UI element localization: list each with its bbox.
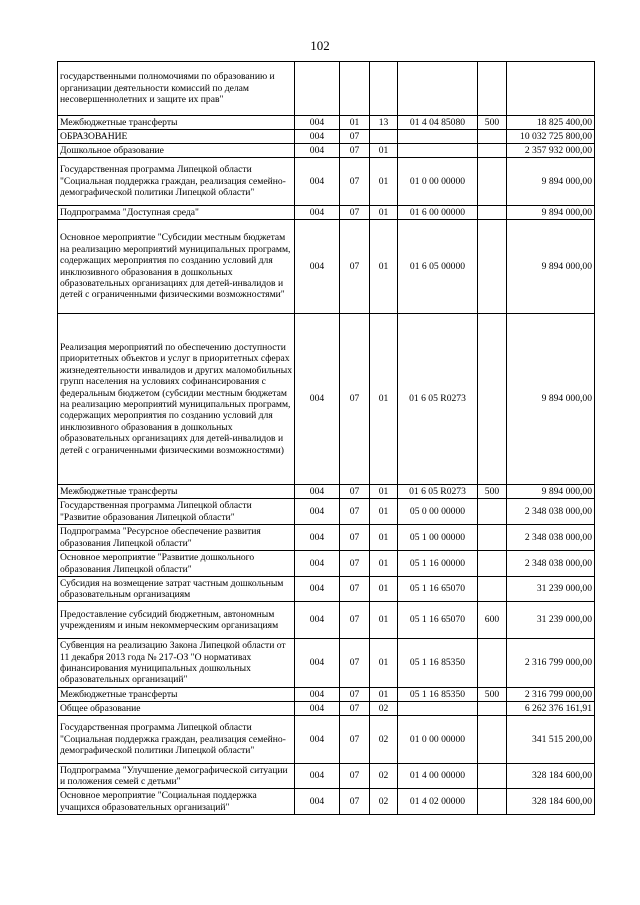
cell-section-code: 07: [340, 764, 370, 789]
cell-target-article: 05 1 16 00000: [398, 551, 478, 577]
cell-section-code: 07: [340, 789, 370, 815]
table-row: [58, 789, 595, 815]
cell-name: Межбюджетные трансферты: [58, 485, 295, 499]
cell-subsection-code: 13: [370, 116, 398, 130]
cell-ministry-code: 004: [295, 206, 340, 220]
cell-ministry-code: 004: [295, 144, 340, 158]
cell-ministry-code: 004: [295, 716, 340, 764]
cell-expense-type: [478, 314, 507, 485]
cell-name: Государственная программа Липецкой области "Развитие образования Липецкой области": [58, 499, 295, 525]
cell-target-article: [398, 702, 478, 716]
cell-subsection-code: 01: [370, 602, 398, 639]
cell-expense-type: 500: [478, 485, 507, 499]
cell-amount: 9 894 000,00: [507, 158, 595, 206]
cell-expense-type: [478, 130, 507, 144]
cell-expense-type: [478, 220, 507, 314]
cell-target-article: 01 4 04 85080: [398, 116, 478, 130]
cell-section-code: 07: [340, 485, 370, 499]
cell-subsection-code: 01: [370, 144, 398, 158]
cell-target-article: 05 1 16 65070: [398, 602, 478, 639]
cell-subsection-code: 01: [370, 551, 398, 577]
budget-table: [57, 61, 595, 815]
cell-target-article: 01 4 00 00000: [398, 764, 478, 789]
cell-name: Дошкольное образование: [58, 144, 295, 158]
page-number: 102: [310, 38, 330, 53]
cell-section-code: 07: [340, 158, 370, 206]
table-row: [58, 577, 595, 602]
cell-ministry-code: 004: [295, 764, 340, 789]
cell-name: ОБРАЗОВАНИЕ: [58, 130, 295, 144]
cell-subsection-code: 01: [370, 688, 398, 702]
cell-subsection-code: 02: [370, 702, 398, 716]
table-row: [58, 499, 595, 525]
cell-section-code: 01: [340, 116, 370, 130]
cell-subsection-code: 01: [370, 525, 398, 551]
cell-expense-type: [478, 551, 507, 577]
cell-amount: 9 894 000,00: [507, 485, 595, 499]
table-row: [58, 62, 595, 116]
cell-ministry-code: 004: [295, 130, 340, 144]
cell-target-article: [398, 130, 478, 144]
cell-target-article: 01 6 00 00000: [398, 206, 478, 220]
cell-expense-type: [478, 639, 507, 688]
cell-section-code: 07: [340, 130, 370, 144]
cell-name: Общее образование: [58, 702, 295, 716]
cell-section-code: [340, 62, 370, 116]
table-row: [58, 702, 595, 716]
table-row: [58, 688, 595, 702]
cell-expense-type: [478, 525, 507, 551]
cell-amount: 328 184 600,00: [507, 789, 595, 815]
cell-section-code: 07: [340, 314, 370, 485]
cell-amount: 9 894 000,00: [507, 206, 595, 220]
table-row: [58, 485, 595, 499]
cell-amount: 2 316 799 000,00: [507, 688, 595, 702]
cell-section-code: 07: [340, 499, 370, 525]
cell-amount: 2 348 038 000,00: [507, 499, 595, 525]
cell-expense-type: [478, 716, 507, 764]
cell-ministry-code: 004: [295, 789, 340, 815]
cell-section-code: 07: [340, 702, 370, 716]
cell-name: Подпрограмма "Ресурсное обеспечение развития образования Липецкой области": [58, 525, 295, 551]
cell-name: Основное мероприятие "Субсидии местным бюджетам на реализацию мероприятий муниципальных программ, содержащих мероприятия по созданию условий для инклюзивного образования в дошкольных образовательных организациях для детей-инвалидов и детей с ограниченными физическими возможностями": [58, 220, 295, 314]
cell-name: Подпрограмма "Улучшение демографической ситуации и положения семей с детьми": [58, 764, 295, 789]
cell-expense-type: [478, 789, 507, 815]
cell-subsection-code: 01: [370, 499, 398, 525]
cell-amount: 2 348 038 000,00: [507, 551, 595, 577]
cell-section-code: 07: [340, 577, 370, 602]
cell-subsection-code: 02: [370, 764, 398, 789]
cell-name: Реализация мероприятий по обеспечению доступности приоритетных объектов и услуг в приоритетных сферах жизнедеятельности инвалидов и других маломобильных групп населения на условиях софинансирования с федеральным бюджетом (субсидии местным бюджетам на реализацию мероприятий муниципальных программ, содержащих мероприятия по созданию условий для инклюзивного образования в дошкольных образовательных организациях для детей-инвалидов и детей с ограниченными физическими возможностями): [58, 314, 295, 485]
table-body: [58, 62, 595, 815]
cell-target-article: 01 6 05 R0273: [398, 485, 478, 499]
cell-section-code: 07: [340, 525, 370, 551]
cell-subsection-code: [370, 62, 398, 116]
cell-ministry-code: 004: [295, 551, 340, 577]
cell-expense-type: [478, 144, 507, 158]
cell-amount: 18 825 400,00: [507, 116, 595, 130]
cell-name: Субвенция на реализацию Закона Липецкой области от 11 декабря 2013 года № 217-ОЗ "О нормативах финансирования муниципальных дошкольных образовательных организаций": [58, 639, 295, 688]
cell-expense-type: [478, 158, 507, 206]
cell-subsection-code: 01: [370, 577, 398, 602]
table-row: [58, 130, 595, 144]
cell-expense-type: [478, 206, 507, 220]
cell-amount: 9 894 000,00: [507, 220, 595, 314]
cell-name: Основное мероприятие "Социальная поддержка учащихся образовательных организаций": [58, 789, 295, 815]
table-row: [58, 525, 595, 551]
cell-amount: [507, 62, 595, 116]
cell-name: государственными полномочиями по образованию и организации деятельности комиссий по делам несовершеннолетних и защите их прав": [58, 62, 295, 116]
cell-section-code: 07: [340, 206, 370, 220]
cell-target-article: [398, 62, 478, 116]
cell-name: Субсидия на возмещение затрат частным дошкольным образовательным организациям: [58, 577, 295, 602]
cell-ministry-code: 004: [295, 525, 340, 551]
cell-section-code: 07: [340, 220, 370, 314]
cell-ministry-code: 004: [295, 499, 340, 525]
cell-ministry-code: 004: [295, 688, 340, 702]
cell-name: Межбюджетные трансферты: [58, 688, 295, 702]
cell-expense-type: 500: [478, 688, 507, 702]
cell-target-article: 05 1 16 85350: [398, 639, 478, 688]
table-row: [58, 602, 595, 639]
table-row: [58, 158, 595, 206]
cell-ministry-code: 004: [295, 220, 340, 314]
cell-subsection-code: 01: [370, 220, 398, 314]
cell-ministry-code: 004: [295, 485, 340, 499]
cell-expense-type: [478, 499, 507, 525]
cell-target-article: 01 6 05 00000: [398, 220, 478, 314]
table-row: [58, 144, 595, 158]
cell-ministry-code: 004: [295, 602, 340, 639]
cell-section-code: 07: [340, 551, 370, 577]
cell-ministry-code: 004: [295, 116, 340, 130]
cell-expense-type: [478, 62, 507, 116]
cell-amount: 2 357 932 000,00: [507, 144, 595, 158]
table-row: [58, 639, 595, 688]
cell-subsection-code: 01: [370, 639, 398, 688]
cell-amount: 328 184 600,00: [507, 764, 595, 789]
cell-expense-type: 600: [478, 602, 507, 639]
cell-target-article: 01 0 00 00000: [398, 716, 478, 764]
cell-target-article: 01 4 02 00000: [398, 789, 478, 815]
cell-target-article: 05 1 16 85350: [398, 688, 478, 702]
cell-amount: 2 348 038 000,00: [507, 525, 595, 551]
cell-section-code: 07: [340, 716, 370, 764]
cell-amount: 6 262 376 161,91: [507, 702, 595, 716]
cell-target-article: [398, 144, 478, 158]
cell-amount: 31 239 000,00: [507, 577, 595, 602]
cell-expense-type: [478, 577, 507, 602]
cell-ministry-code: 004: [295, 314, 340, 485]
cell-amount: 31 239 000,00: [507, 602, 595, 639]
cell-subsection-code: 02: [370, 789, 398, 815]
table-row: [58, 206, 595, 220]
cell-ministry-code: 004: [295, 158, 340, 206]
cell-amount: 2 316 799 000,00: [507, 639, 595, 688]
cell-target-article: 01 6 05 R0273: [398, 314, 478, 485]
cell-name: Государственная программа Липецкой области "Социальная поддержка граждан, реализация семейно-демографической политики Липецкой области": [58, 716, 295, 764]
cell-subsection-code: 01: [370, 485, 398, 499]
cell-section-code: 07: [340, 688, 370, 702]
cell-subsection-code: 01: [370, 206, 398, 220]
cell-subsection-code: 02: [370, 716, 398, 764]
cell-target-article: 05 0 00 00000: [398, 499, 478, 525]
cell-section-code: 07: [340, 602, 370, 639]
cell-name: Государственная программа Липецкой области "Социальная поддержка граждан, реализация семейно-демографической политики Липецкой области": [58, 158, 295, 206]
cell-subsection-code: 01: [370, 158, 398, 206]
cell-target-article: 05 1 16 65070: [398, 577, 478, 602]
table-row: [58, 314, 595, 485]
table-row: [58, 764, 595, 789]
table-row: [58, 220, 595, 314]
cell-expense-type: 500: [478, 116, 507, 130]
cell-name: Предоставление субсидий бюджетным, автономным учреждениям и иным некоммерческим организациям: [58, 602, 295, 639]
cell-subsection-code: [370, 130, 398, 144]
cell-ministry-code: 004: [295, 577, 340, 602]
cell-ministry-code: 004: [295, 639, 340, 688]
cell-section-code: 07: [340, 144, 370, 158]
cell-ministry-code: [295, 62, 340, 116]
table-row: [58, 116, 595, 130]
cell-name: Межбюджетные трансферты: [58, 116, 295, 130]
cell-ministry-code: 004: [295, 702, 340, 716]
table-row: [58, 551, 595, 577]
cell-amount: 10 032 725 800,00: [507, 130, 595, 144]
cell-amount: 9 894 000,00: [507, 314, 595, 485]
cell-target-article: 01 0 00 00000: [398, 158, 478, 206]
cell-subsection-code: 01: [370, 314, 398, 485]
cell-section-code: 07: [340, 639, 370, 688]
cell-expense-type: [478, 702, 507, 716]
cell-name: Основное мероприятие "Развитие дошкольного образования Липецкой области": [58, 551, 295, 577]
table-row: [58, 716, 595, 764]
cell-target-article: 05 1 00 00000: [398, 525, 478, 551]
cell-name: Подпрограмма "Доступная среда": [58, 206, 295, 220]
cell-expense-type: [478, 764, 507, 789]
cell-amount: 341 515 200,00: [507, 716, 595, 764]
